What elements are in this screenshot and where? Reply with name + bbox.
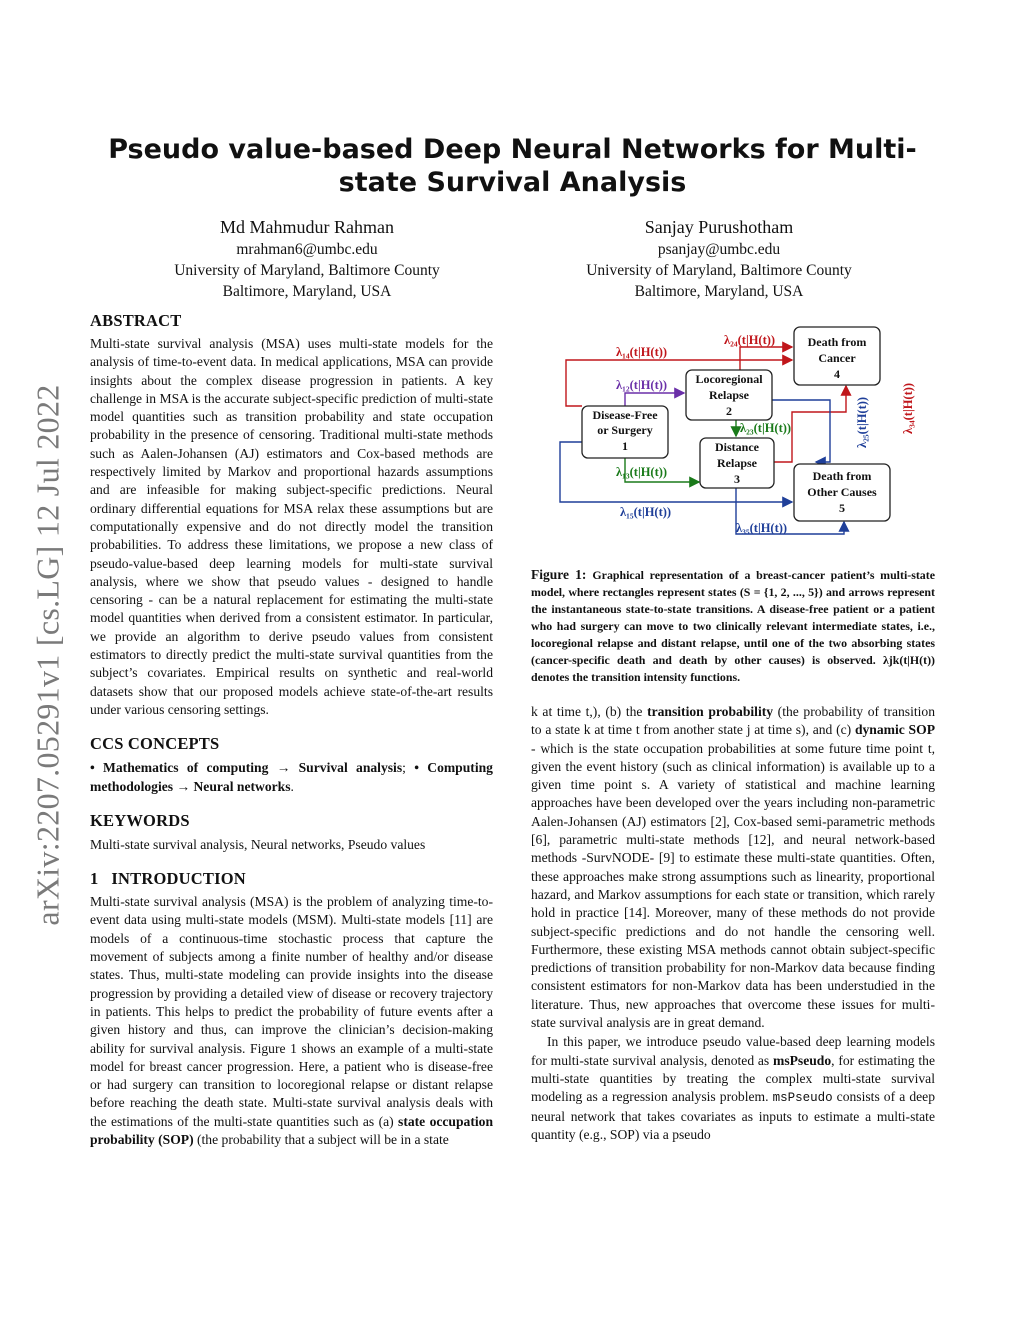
intro-r2-bold: msPseudo <box>773 1052 832 1068</box>
ccs-arrow: → <box>173 778 194 794</box>
intro-r2-b: , for estimating the multi-state quantities by treating the complex multi-state survival modeling as a regression analysis problem. <box>531 1052 935 1105</box>
state-1-line-3: 1 <box>622 439 628 453</box>
abstract-heading: ABSTRACT <box>90 311 182 330</box>
ccs-bullet-2: • Computing methodologies <box>90 760 493 794</box>
intro-r1-b: (the probability of transition to a state k at time t from another state j at time s), and (c) <box>531 704 935 738</box>
lambda-12-label: λ₁₂(t|H(t)) <box>616 378 668 392</box>
ccs-end: . <box>290 778 294 794</box>
caption-label: Figure 1: <box>531 567 593 582</box>
intro-r2-a: In this paper, we introduce pseudo value-based deep learning models for multi-state survival analysis, denoted as <box>531 1034 935 1068</box>
intro-r2-mono: msPseudo <box>772 1091 833 1106</box>
author-affiliation: University of Maryland, Baltimore County <box>174 262 440 279</box>
state-1-line-1: Disease-Free <box>592 408 658 422</box>
intro-r1-bold1: transition probability <box>647 704 774 719</box>
state-3-line-3: 3 <box>734 472 740 486</box>
ccs-separator: ; <box>402 760 415 776</box>
figure-1-caption <box>531 566 935 686</box>
intro-p1-text: Multi-state survival analysis (MSA) is the problem of analyzing time-to-event data using multi-state models (MSM). Multi-state models [11] are models of a continuous-time stochastic process that capture the movement of subjects among a finite number of healthy and/or disease states. Thus, multi-state modeling can provide insights into the disease progression by providing a detailed view of disease or recovery trajectory in patients. This helps to predict the probability of future events after a given history and thus, can improve the clinician’s decision-making ability for survival analysis. Figure 1 shows an example of a multi-state model for breast cancer progression. Here, a patient who is disease-free or had surgery can transition to locoregional relapse or distant relapse before reaching the death state. Multi-state survival analysis deals with the estimations of the multi-state quantities such as (a) <box>90 894 493 1129</box>
arxiv-id: arXiv:2207.05291v1 [cs.LG] 12 Jul 2022 <box>29 384 66 926</box>
keywords-heading: KEYWORDS <box>90 810 190 830</box>
introduction-heading: 1 INTRODUCTION <box>90 869 246 889</box>
lambda-23-label: λ₂₃(t|H(t)) <box>740 421 792 435</box>
state-5-line-2: Other Causes <box>807 485 877 499</box>
state-3-line-2: Relapse <box>717 456 757 470</box>
paper-title: Pseudo value-based Deep Neural Networks for Multi-state Survival Analysis <box>108 134 917 198</box>
right-column <box>531 703 935 1144</box>
ccs-arrow: → <box>268 760 299 776</box>
ccs-heading: CCS CONCEPTS <box>90 734 220 754</box>
state-2-box <box>686 370 772 420</box>
state-5-line-1: Death from <box>812 469 872 483</box>
state-2-line-3: 2 <box>726 404 732 418</box>
intro-paragraph-3 <box>531 1033 935 1144</box>
lambda-35-label: λ₃₅(t|H(t)) <box>736 521 788 535</box>
state-2-line-2: Relapse <box>709 388 749 402</box>
keywords-text: Multi-state survival analysis, Neural networks, Pseudo values <box>90 836 426 852</box>
lambda-34-label: λ₃₄(t|H(t)) <box>901 382 915 434</box>
state-3-line-1: Distance <box>715 440 759 454</box>
ccs-target-2: Neural networks <box>193 778 291 794</box>
intro-p1-end: (the probability that a subject will be in a state <box>193 1131 449 1147</box>
author-name: Sanjay Purushotham <box>644 217 794 237</box>
state-2-line-1: Locoregional <box>695 372 763 386</box>
arxiv-sidebar <box>28 365 68 945</box>
intro-paragraph-2 <box>531 703 935 1032</box>
caption-text: Graphical representation of a breast-cancer patient’s multi-state model, where rectangles represent states (S = {1, 2, ..., 5}) and arrows represent the instantaneous state-to-state transitions. A disease-free patient or a patient who had surgery can move to two clinically relevant intermediate states, i.e., locoregional relapse and distant relapse, until one of the two absorbing states (cancer-specific death and death by other causes) is observed. λjk(t|H(t)) denotes the transition intensity functions. <box>531 568 935 684</box>
author-location: Baltimore, Maryland, USA <box>634 283 804 300</box>
state-4-box <box>794 327 880 385</box>
ccs-bullet-1: • Mathematics of computing <box>90 760 269 776</box>
state-4-line-3: 4 <box>834 367 840 381</box>
abstract-text: Multi-state survival analysis (MSA) uses multi-state models for the analysis of time-to-event data. In medical applications, MSA can provide insights about the complex disease progression in patients. A key challenge in MSA is the accurate subject-specific prediction of multi-state model quantities such as transition probability and state occupation probability in the presence of censoring. Traditional multi-state methods such as Aalen-Johansen (AJ) estimators and Cox-based methods are respectively limited by Markov and proportional hazards assumptions and are infeasible for making subject-specific predictions. Neural ordinary differential equations for MSA relax these assumptions but are computationally expensive and do not directly model the transition probabilities. To address these limitations, we propose a new class of pseudo-value-based deep learning models for multi-state survival analysis, where we show that pseudo values - designed to handle censoring - can be a natural replacement for estimating the multi-state model quantities when derived from a consistent estimator. In particular, we provide an algorithm to derive pseudo values from consistent estimators to directly predict the multi-state survival quantities from the subject’s covariates. Empirical results on synthetic and real-world datasets show that our proposed models achieve state-of-the-art results under various censoring settings. <box>90 336 493 717</box>
lambda-14-label: λ₁₄(t|H(t)) <box>616 345 668 359</box>
state-5-box <box>794 464 890 521</box>
ccs-text <box>90 759 493 796</box>
author-affiliation: University of Maryland, Baltimore County <box>586 262 852 279</box>
author-location: Baltimore, Maryland, USA <box>222 283 392 300</box>
intro-r1-a: k at time t,), (b) the <box>531 704 648 719</box>
arrow-1-2 <box>625 393 684 406</box>
state-1-line-2: or Surgery <box>597 423 653 437</box>
state-1-box <box>582 406 668 458</box>
intro-r1-c: - which is the state occupation probabilities at some future time point t, given the event history (such as clinical information) is available up to a given time point s. A variety of statistical and machine learning approaches have been developed over the years including non-parametric Aalen-Johansen (AJ) estimators [2], Cox-based semi-parametric methods [6], parametric multi-state methods [12], and neural network-based methods -SurvNODE- [9] to estimate these multi-state quantities. Often, these approaches make strong assumptions such as linearity, proportional hazard, and Markov assumptions for each state or transition, which rarely hold in practice [14]. Moreover, many of these methods do not provide subject-specific predictions and do not handle the censoring well. Furthermore, these existing MSA methods cannot obtain subject-specific predictions of transition probability for non-Markov data because finding consistent estimators for non-Markov data has been understudied in the literature. Thus, new approaches that overcome these issues for multi-state survival analysis are in great demand. <box>531 740 935 1031</box>
author-block-1 <box>157 216 457 302</box>
author-email: psanjay@umbc.edu <box>657 241 781 258</box>
intro-paragraph-1 <box>90 893 493 1149</box>
author-block-2 <box>569 216 869 302</box>
state-3-box <box>700 438 774 488</box>
left-column <box>90 310 493 1149</box>
lambda-24-label: λ₂₄(t|H(t)) <box>724 333 776 347</box>
multistate-diagram <box>560 322 920 540</box>
author-name: Md Mahmudur Rahman <box>220 217 394 237</box>
lambda-15-label: λ₁₅(t|H(t)) <box>620 505 672 519</box>
state-4-line-2: Cancer <box>818 351 856 365</box>
intro-p1-bold: state occupation probability (SOP) <box>90 1113 494 1147</box>
state-5-line-3: 5 <box>839 501 845 515</box>
author-email: mrahman6@umbc.edu <box>236 241 378 258</box>
intro-r1-bold2: dynamic SOP <box>854 722 935 738</box>
intro-r2-c: consists of a deep neural network that takes covariates as inputs to estimate a multi-state quantity (e.g., SOP) via a pseudo <box>531 1089 935 1142</box>
ccs-target-1: Survival analysis <box>298 760 403 776</box>
lambda-13-label: λ₁₃(t|H(t)) <box>616 465 668 479</box>
figure-1 <box>560 322 920 540</box>
lambda-25-label: λ₂₅(t|H(t)) <box>855 396 869 448</box>
state-4-line-1: Death from <box>807 335 867 349</box>
